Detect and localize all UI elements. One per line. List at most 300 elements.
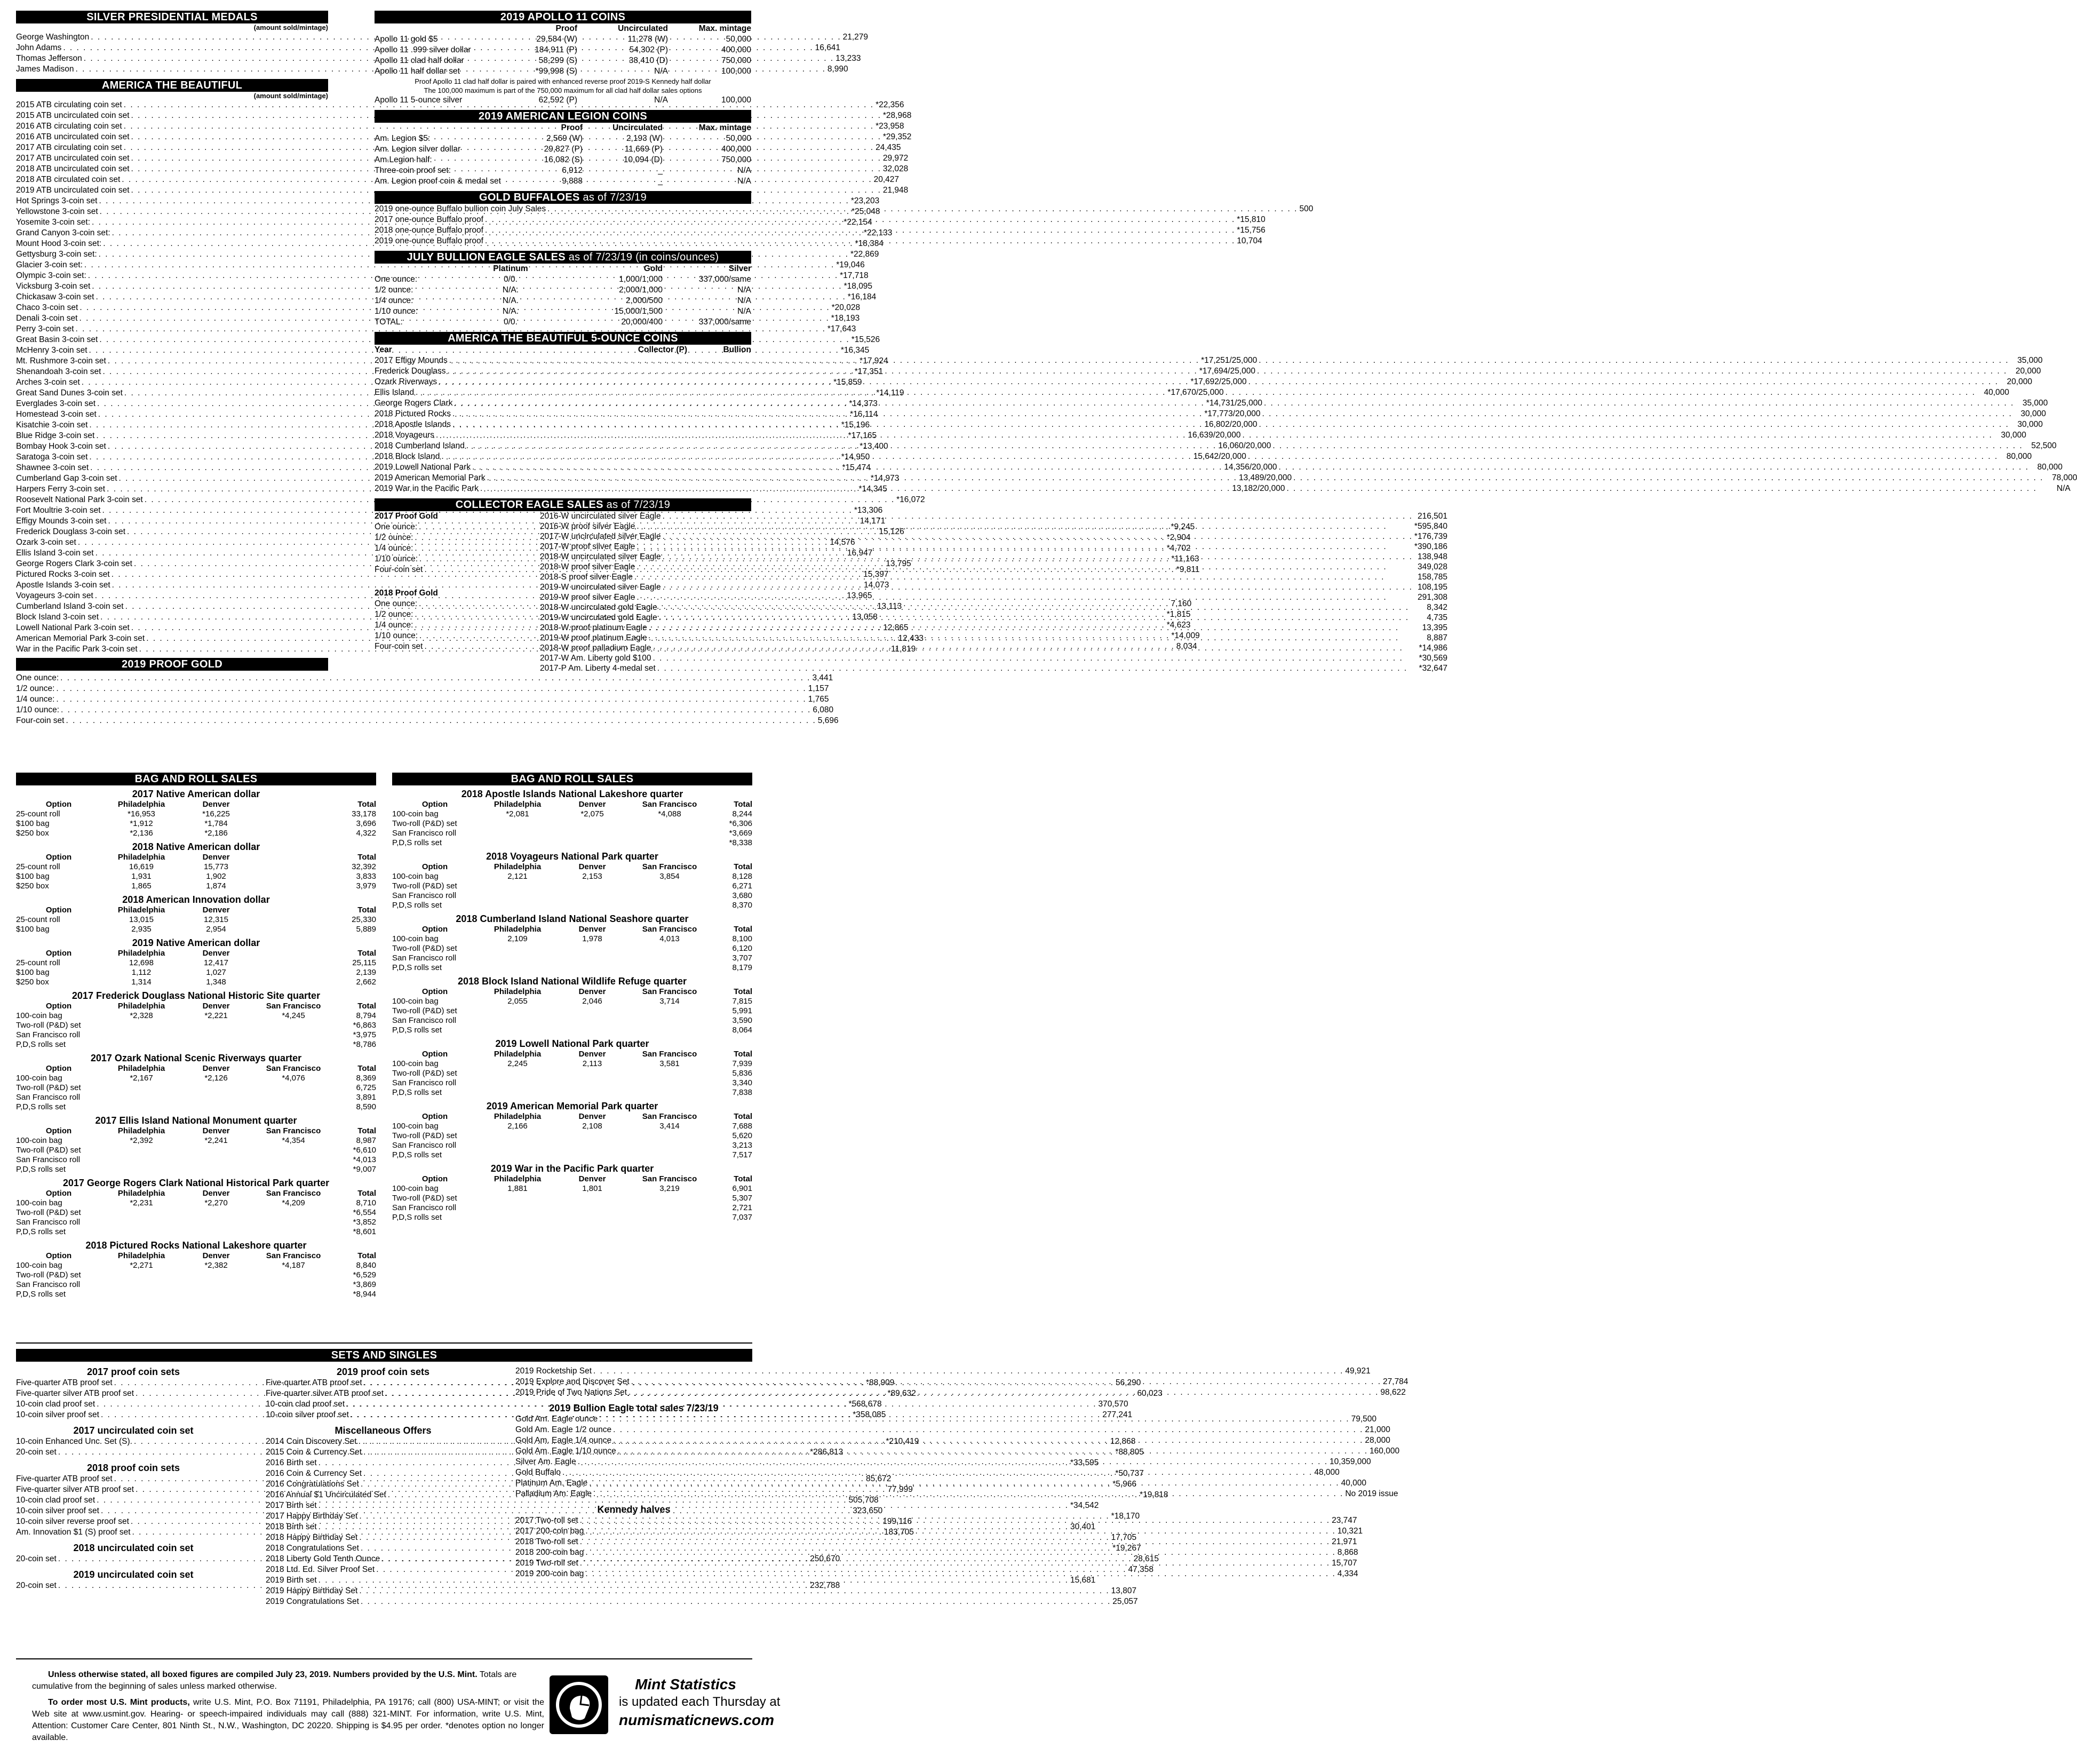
row-value: *16,072: [896, 495, 925, 505]
row-value: 52,500: [2031, 441, 2057, 450]
bag-cell: $100 bag: [16, 968, 50, 977]
sets-section-title: 2019 Bullion Eagle total sales 7/23/19: [549, 1403, 719, 1413]
row-value: 183,705: [884, 1528, 914, 1537]
table-cell: 184,911 (P): [535, 45, 577, 54]
row-label: Frederick Douglass 3-coin set: [16, 527, 126, 537]
bag-group-title: 2019 Native American dollar: [132, 937, 260, 948]
table-row: [375, 66, 751, 77]
table-cell: 400,000: [721, 145, 751, 154]
bag-cell: 6,120: [732, 944, 752, 953]
row-value: *29,352: [882, 132, 912, 142]
row-label: 2019 one-ounce Buffalo proof: [375, 236, 483, 245]
leader-row: [16, 684, 829, 694]
bag-cell: P,D,S rolls set: [16, 1102, 66, 1111]
footer-para-1: [32, 1669, 544, 1693]
row-value: *14,009: [1171, 631, 1200, 640]
row-label: Five-quarter ATB proof set: [266, 1378, 362, 1387]
row-label: Frederick Douglass: [375, 367, 446, 376]
leader-row: [540, 663, 1447, 673]
table-cell: 1,000/1,000: [619, 275, 663, 284]
bag-row: [16, 1011, 376, 1021]
bag-header-cell: San Francisco: [642, 925, 697, 934]
row-value: 25,057: [1112, 1597, 1138, 1606]
bag-cell: [558, 1194, 627, 1203]
footer-brand: [550, 1675, 781, 1750]
header-cell: Max. mintage: [698, 24, 751, 33]
bag-cell: Two-roll (P&D) set: [16, 1083, 81, 1092]
row-value: *17,718: [840, 271, 869, 281]
row-value: 80,000: [2037, 463, 2063, 472]
bag-cell: *8,601: [353, 1227, 376, 1236]
bag-header-cell: Option: [45, 1064, 72, 1073]
row-label: Mt. Rushmore 3-coin set: [16, 356, 106, 366]
table-cell: 50,000: [726, 35, 751, 44]
table-row: [375, 317, 751, 328]
row-label: 1/10 ounce:: [16, 705, 60, 715]
bag-cell: [558, 1213, 627, 1222]
bag-header-cell: Denver: [578, 987, 606, 996]
bag-header-cell: Option: [421, 1112, 448, 1121]
row-value: 16,802/20,000: [1204, 420, 1258, 429]
bag-cell: 25-count roll: [16, 809, 60, 819]
bag-row: [16, 1146, 376, 1155]
bag-row: [16, 968, 376, 978]
leader-dots: [585, 1526, 1335, 1537]
table-cell: 1/10 ounce:: [375, 307, 418, 316]
bag-cell: [181, 1227, 251, 1237]
row-value: *17,165: [848, 431, 877, 441]
row-label: Ozark Riverways: [375, 377, 437, 386]
bag-cell: [478, 1078, 558, 1088]
row-value: N/A: [2056, 484, 2071, 493]
table-cell: 10,094 (D): [623, 155, 663, 164]
bag-cell: *4,187: [282, 1261, 305, 1270]
row-value: *15,859: [833, 378, 862, 387]
leader-dots: [439, 377, 1189, 387]
bag-row: [16, 1083, 376, 1093]
row-value: *16,114: [850, 410, 878, 419]
row-label: 10-coin clad proof set: [16, 1496, 96, 1505]
bag-cell: [627, 1069, 712, 1078]
bag-cell: 3,219: [659, 1184, 680, 1193]
bag-cell: *2,392: [130, 1136, 153, 1145]
bag-cell: 16,619: [129, 862, 154, 871]
bag-cell: [478, 1150, 558, 1160]
bag-header-cell: Philadelphia: [494, 1174, 542, 1183]
row-label: 2016 Coin & Currency Set: [266, 1469, 362, 1478]
bag-cell: 2,121: [507, 872, 528, 881]
table-header: [375, 345, 751, 355]
bag-cell: 2,153: [582, 872, 602, 881]
bag-cell: [251, 968, 336, 978]
bag-cell: 1,874: [206, 881, 226, 891]
bag-cell: *4,088: [658, 809, 681, 819]
bag-cell: 2,139: [356, 968, 376, 977]
bag-cell: 4,322: [356, 829, 376, 838]
bag-cell: 2,662: [356, 978, 376, 987]
bag-header-cell: Option: [421, 925, 448, 934]
row-value: 8,990: [827, 64, 848, 74]
bag-header-cell: Philadelphia: [117, 1064, 165, 1073]
bag-cell: [478, 838, 558, 848]
row-label: 2016 Annual $1 Uncirculated Set: [266, 1490, 386, 1499]
row-value: *18,095: [843, 282, 873, 291]
bag-row: [392, 872, 752, 881]
row-value: 10,321: [1337, 1527, 1363, 1536]
bag-cell: *4,076: [282, 1074, 305, 1083]
bag-cell: [251, 978, 336, 987]
row-value: 98,622: [1380, 1388, 1406, 1397]
table-cell: 1/2 ounce:: [375, 285, 413, 295]
row-label: Am. Innovation $1 (S) proof set: [16, 1528, 131, 1537]
row-label: Everglades 3-coin set: [16, 399, 96, 409]
table-cell: 62,592 (P): [538, 96, 577, 105]
leader-dots: [472, 462, 1222, 473]
bag-header-cell: Denver: [578, 1112, 606, 1121]
bag-row: [392, 1006, 752, 1016]
header-cell: Bullion: [723, 345, 751, 354]
header-cell: [375, 264, 481, 274]
row-value: *17,773/20,000: [1204, 409, 1261, 418]
leader-row: [540, 572, 1447, 582]
bag-cell: *6,306: [729, 819, 752, 828]
bag-cell: *8,944: [353, 1290, 376, 1299]
leader-row: [540, 653, 1447, 663]
leader-dots: [56, 694, 806, 705]
bag-row: [16, 1198, 376, 1208]
row-value: 21,948: [882, 186, 909, 195]
bag-cell: [181, 1270, 251, 1280]
row-value: 30,000: [2020, 409, 2046, 418]
bag-cell: 8,179: [732, 963, 752, 972]
bag-cell: *2,221: [204, 1011, 228, 1020]
bag-header-cell: Option: [45, 905, 72, 915]
bag-row: [16, 872, 376, 881]
table-cell: _: [658, 166, 663, 175]
leader-dots: [636, 592, 1416, 602]
row-label: 2015 Coin & Currency Set: [266, 1448, 362, 1457]
row-label: 1/2 ounce:: [16, 684, 55, 694]
bag-cell: 8,244: [732, 809, 752, 819]
bag-group-title: 2019 Lowell National Park quarter: [495, 1038, 649, 1049]
bag-cell: P,D,S rolls set: [392, 1213, 442, 1222]
footer-para-2: [32, 1697, 544, 1744]
leader-dots: [636, 542, 1413, 552]
bag-header-cell: Denver: [202, 949, 230, 958]
bag-cell: [627, 819, 712, 829]
row-value: 16,947: [847, 549, 873, 558]
table-cell: 337,000/same: [698, 275, 751, 284]
bag-cell: 1,931: [131, 872, 152, 881]
bag-row: [392, 1016, 752, 1026]
bag-cell: [558, 881, 627, 891]
leader-dots: [580, 1537, 1330, 1547]
bag-row: [16, 1270, 376, 1280]
bag-cell: 8,794: [356, 1011, 376, 1020]
bag-cell: Two-roll (P&D) set: [392, 1194, 457, 1203]
bag-group-title: 2019 War in the Pacific Park quarter: [490, 1163, 654, 1174]
table-cell: Apollo 11 gold $5: [375, 35, 438, 44]
row-label: 2017-W Am. Liberty gold $100: [540, 654, 651, 663]
row-label: Voyageurs 3-coin set: [16, 591, 93, 601]
bag-header-cell: Total: [357, 800, 376, 809]
row-label: Gold Am. Eagle 1/10 ounce: [515, 1447, 616, 1456]
row-value: 77,999: [887, 1485, 913, 1494]
bag-cell: *2,186: [204, 829, 228, 838]
bag-header-cell: Total: [734, 1050, 752, 1059]
table-cell: Am. Legion silver dollar: [375, 145, 461, 154]
row-value: 1,157: [808, 684, 829, 694]
legion-table: [375, 123, 751, 187]
row-value: 30,000: [2001, 431, 2026, 440]
bag-cell: San Francisco roll: [16, 1155, 81, 1164]
bag-cell: 3,340: [732, 1078, 752, 1087]
bag-cell: $100 bag: [16, 872, 50, 881]
row-value: 8,868: [1337, 1548, 1358, 1557]
bag-cell: [478, 953, 558, 963]
bag-header-cell: Denver: [202, 905, 230, 915]
row-value: *16,184: [847, 292, 877, 302]
row-value: *30,569: [1419, 654, 1447, 663]
row-value: *34,542: [1070, 1501, 1099, 1510]
row-value: *17,643: [827, 324, 856, 334]
bag-cell: 25,115: [352, 958, 376, 967]
leader-dots: [659, 602, 1425, 613]
bag-cell: 1,902: [206, 872, 226, 881]
bag-cell: 6,901: [732, 1184, 752, 1193]
bag-header-cell: Denver: [578, 800, 606, 809]
bag-cell: [101, 1040, 181, 1050]
row-value: *14,950: [841, 452, 870, 462]
bag-cell: [181, 1040, 251, 1050]
leader-dots: [1259, 419, 2009, 430]
bag-cell: 7,037: [732, 1213, 752, 1222]
bag-cell: 2,721: [732, 1203, 752, 1212]
row-value: 12,433: [898, 634, 924, 643]
bag-cell: [181, 1280, 251, 1290]
table-cell: 100,000: [721, 67, 751, 76]
bag-cell: [181, 1146, 251, 1155]
table-cell: *99,998 (S): [535, 67, 577, 76]
row-value: 49,921: [1345, 1366, 1371, 1376]
row-label: 2014 Coin Discovery Set: [266, 1437, 357, 1446]
bag-cell: 25-count roll: [16, 915, 60, 924]
bag-header-cell: Total: [357, 1189, 376, 1198]
bag-cell: 8,987: [356, 1136, 376, 1145]
bag-header-cell: Total: [734, 925, 752, 934]
header-cell: [375, 23, 508, 34]
table-cell: Apollo 11 half dollar set: [375, 67, 460, 76]
bag-header-cell: Option: [45, 949, 72, 958]
bag-cell: [627, 1016, 712, 1026]
leader-row: [266, 1586, 1137, 1596]
apollo-note-1: Proof Apollo 11 clad half dollar is paired with enhanced reverse proof 2019-S Kennedy half dollar: [415, 77, 711, 85]
bag-header-row: [16, 1064, 376, 1074]
row-value: *23,958: [876, 122, 904, 131]
row-value: *28,968: [882, 111, 912, 121]
row-label: 2018 Apostle Islands: [375, 420, 451, 429]
bag-cell: [251, 809, 336, 819]
table-cell: Apollo 11 5-ounce silver: [375, 96, 463, 105]
row-label: 2019 Happy Birthday Set: [266, 1586, 358, 1595]
bag-cell: [627, 1141, 712, 1150]
bag-cell: 5,836: [732, 1069, 752, 1078]
table-header: [375, 23, 751, 34]
row-label: Olympic 3-coin set:: [16, 271, 86, 281]
brand-text: [619, 1675, 781, 1730]
row-value: *32,647: [1419, 664, 1447, 673]
leader-dots: [659, 613, 1425, 623]
bag-group-title: 2019 American Memorial Park quarter: [486, 1101, 658, 1111]
row-label: Gold Am. Eagle 1/4 ounce: [515, 1436, 612, 1445]
row-label: Four-coin set: [16, 716, 65, 726]
table-row: [375, 165, 751, 176]
bag-cell: 3,680: [732, 891, 752, 900]
row-value: *22,869: [850, 250, 879, 259]
bag-cell: [101, 1218, 181, 1227]
bag-cell: 32,392: [352, 862, 376, 871]
row-value: *2,904: [1166, 533, 1191, 542]
bag-cell: [251, 1227, 336, 1237]
row-value: *14,119: [876, 388, 904, 398]
bag-left-header: BAG AND ROLL SALES: [16, 773, 376, 785]
row-value: 216,501: [1417, 512, 1447, 521]
bag-cell: *2,270: [204, 1198, 228, 1207]
bag-cell: [627, 881, 712, 891]
bag-header-cell: Philadelphia: [117, 1002, 165, 1011]
row-value: *23,203: [850, 196, 880, 206]
row-label: Pictured Rocks 3-coin set: [16, 570, 110, 579]
apollo-header: 2019 APOLLO 11 COINS: [375, 11, 751, 23]
table-cell: 9,888: [562, 177, 583, 186]
bag-row: [392, 1150, 752, 1160]
row-value: 13,965: [847, 591, 872, 601]
bag-cell: San Francisco roll: [16, 1280, 81, 1289]
bag-cell: 2,109: [507, 934, 528, 943]
row-label: 2017 ATB circulating coin set: [16, 143, 122, 153]
bag-cell: [558, 1069, 627, 1078]
row-label: Shawnee 3-coin set: [16, 463, 89, 473]
bag-cell: 5,991: [732, 1006, 752, 1015]
header-cell: Collector (P): [638, 345, 687, 354]
leader-dots: [56, 684, 806, 694]
legion-header: 2019 AMERICAN LEGION COINS: [375, 110, 751, 123]
row-value: *17,351: [854, 367, 884, 377]
row-label: Bombay Hook 3-coin set: [16, 442, 106, 451]
bag-cell: 100-coin bag: [392, 1184, 439, 1193]
bag-header-cell: Philadelphia: [117, 1126, 165, 1135]
row-value: 29,972: [882, 154, 909, 163]
table-cell: 6,912: [562, 166, 583, 175]
leader-dots: [1257, 366, 2007, 377]
row-label: Cumberland Gap 3-coin set: [16, 474, 117, 483]
row-value: *17,251/25,000: [1201, 356, 1258, 365]
leader-dots: [466, 441, 1216, 451]
bag-cell: *4,013: [353, 1155, 376, 1164]
row-value: 30,000: [2017, 420, 2043, 429]
bag-header-row: [16, 1126, 376, 1136]
bag-cell: 25,330: [352, 915, 376, 924]
bag-header-cell: Option: [45, 1189, 72, 1198]
bag-cell: [251, 819, 336, 829]
bag-cell: [101, 1083, 181, 1093]
bag-cell: *3,669: [729, 829, 752, 838]
bag-cell: [627, 953, 712, 963]
sets-section-title: 2019 proof coin sets: [336, 1366, 430, 1377]
table-cell: N/A.: [502, 307, 519, 316]
row-label: Platinum Am. Eagle: [515, 1479, 588, 1488]
bag-header-cell: Option: [45, 853, 72, 862]
row-label: 1/2 ounce:: [375, 533, 413, 542]
bag-cell: 1,865: [131, 881, 152, 891]
leader-dots: [485, 236, 1235, 247]
bag-cell: *4,209: [282, 1198, 305, 1207]
leader-dots: [485, 225, 1235, 236]
row-value: 21,000: [1365, 1425, 1390, 1434]
bag-cell: [627, 1213, 712, 1222]
bag-cell: [101, 1093, 181, 1102]
bag-row: [392, 829, 752, 838]
bag-header-cell: Denver: [578, 1174, 606, 1183]
bag-cell: $250 box: [16, 978, 49, 987]
bag-header-cell: Total: [357, 949, 376, 958]
table-cell: 2,000/1,000: [619, 285, 663, 295]
brand-url[interactable]: numismaticnews.com: [619, 1712, 774, 1728]
leader-dots: [452, 409, 1203, 419]
leader-dots: [1272, 441, 2023, 451]
leader-dots: [589, 1478, 1339, 1489]
leader-dots: [613, 1425, 1363, 1435]
row-label: Grand Canyon 3-coin set:: [16, 228, 110, 238]
bag-cell: 8,590: [356, 1102, 376, 1111]
bag-header-cell: Philadelphia: [494, 1112, 542, 1121]
bag-header-cell: Philadelphia: [117, 1189, 165, 1198]
row-label: Five-quarter ATB proof set: [16, 1378, 113, 1387]
bag-cell: [251, 1208, 336, 1218]
row-value: *89,632: [887, 1389, 916, 1398]
bag-cell: San Francisco roll: [16, 1218, 81, 1227]
footer-rule: [16, 1658, 752, 1659]
leader-dots: [636, 562, 1416, 572]
row-label: 2018 Happy Birthday Set: [266, 1533, 358, 1542]
row-value: 13,058: [852, 613, 878, 622]
bag-header-cell: Total: [357, 1064, 376, 1073]
bag-header-cell: Total: [734, 800, 752, 809]
bag-cell: 1,978: [582, 934, 602, 943]
row-label: Shenandoah 3-coin set: [16, 367, 101, 377]
row-value: 80,000: [2006, 452, 2032, 461]
bag-header-cell: San Francisco: [266, 1064, 321, 1073]
bag-header-cell: Denver: [202, 853, 230, 862]
table-cell: N/A: [654, 96, 668, 105]
row-label: Kisatchie 3-coin set: [16, 420, 88, 430]
row-label: 2018 Block Island: [375, 452, 440, 461]
row-value: 4,735: [1427, 613, 1447, 622]
row-label: 20-coin set: [16, 1554, 57, 1563]
row-label: Ellis Island: [375, 388, 415, 397]
header-cell: Platinum: [493, 264, 528, 273]
bag-cell: [627, 838, 712, 848]
table-cell: 20,000/400: [621, 317, 663, 327]
leader-dots: [657, 663, 1418, 673]
row-value: 40,000: [1341, 1479, 1367, 1488]
row-value: 47,358: [1128, 1565, 1153, 1574]
bag-row: [392, 1203, 752, 1213]
row-value: *11,163: [1171, 554, 1199, 563]
bag-cell: San Francisco roll: [392, 829, 457, 838]
bag-cell: 7,688: [732, 1122, 752, 1131]
bag-right-groups: [392, 789, 752, 1222]
